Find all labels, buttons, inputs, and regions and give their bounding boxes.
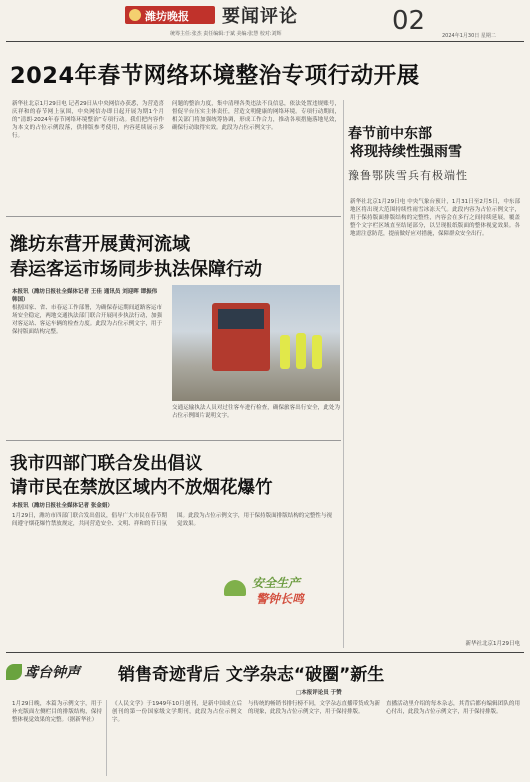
article4-headline-line1: 我市四部门联合发出倡议 (10, 454, 203, 474)
safety-stamp: 安全生产 警钟长鸣 (224, 572, 340, 610)
logo: 潍坊晚报 (125, 6, 215, 24)
article5-column-3: 直播活动里介绍的每本杂志，其背后都有编辑团队的用心付出，此段为占位示例文字，用于保持排版。 (386, 701, 520, 715)
helmet-icon (224, 580, 246, 596)
article2-body: 新华社北京1月29日电 中央气象台预计，1月31日至2月5日，中东部地区将出现大范围持续性雨雪冰冻天气。此段内容为占位示例文字，用于保持版面排版结构的完整性，内容会在多行之间持续延展，覆盖整个文字栏区域直至结尾部分，以呈现报纸版面的整体视觉效果。各地需注意防范，提前做好应对措施，保障群众安全出行。 (350, 199, 520, 237)
page-date: 2024年1月30日 星期二 (442, 33, 496, 39)
masthead (0, 0, 530, 40)
article2-footer: 新华社北京1月29日电 (465, 641, 520, 647)
article2-subhead: 豫鲁鄂陕雪兵有极端性 (348, 169, 468, 182)
article5-column-1: 《人民文学》于1949年10月创刊，是新中国成立后创刊的第一份国家级文学期刊，此段为占位示例文字。 (112, 701, 242, 723)
article1-headline: 2024年春节网络环境整治专项行动开展 (10, 63, 420, 89)
article3-photo (172, 285, 340, 401)
article4-byline: 本报讯（潍坊日报社全媒体记者 张金娟） (12, 503, 113, 509)
editors-line: 统筹主任:张杰 责任编辑:于斌 美编:张慧 校对:刘辉 (170, 31, 282, 37)
article3-caption: 交通运输执法人员对过往客车进行检查，确保旅客出行安全，此处为占位示例图片说明文字。 (172, 405, 340, 419)
article3-byline: 本报讯（潍坊日报社全媒体记者 王佳 通讯员 刘迎晖 谭振伟 韩国） (12, 289, 158, 303)
article3-body: 根据国家、省、市春运工作部署，为确保春运期间道路客运市场安全稳定，两地交通执法部门联合开展同步执法行动，加强对客运站、客运车辆的检查力度。此段为占位示例文字，用于保持版面结构完整。 (12, 305, 162, 335)
article3-headline-line1: 潍坊东营开展黄河流域 (10, 234, 190, 255)
article1-column-1: 新华社北京1月29日电 记者29日从中央网信办获悉，为营造喜庆祥和的春节网上氛围，中央网信办即日起开展为期1个月的“清朗·2024年春节网络环境整治”专项行动。我们把内容作为本文的占位示例段落，供排版参考使用，内容延续展示多行。 (12, 101, 164, 139)
logo-emblem-icon (129, 9, 141, 21)
article3-headline-line2: 春运客运市场同步执法保障行动 (10, 259, 262, 280)
column-logo: 鸢台钟声 (6, 662, 106, 682)
page-number: 02 (392, 6, 426, 36)
article5-byline: □本报评论员 于赞 (296, 690, 342, 696)
article2-headline: 将现持续性强雨雪 (350, 144, 462, 160)
article5-sidebar: 1月29日晚，本篇为示例文字，用于补充版面左侧栏目的排版结构，保持整体视觉效果的完整。（据新华社） (12, 701, 102, 723)
column-leaf-icon (6, 664, 22, 680)
article2 (348, 125, 524, 183)
article4-headline-line2: 请市民在禁放区域内不放烟花爆竹 (10, 478, 273, 498)
article2-kicker: 春节前中东部 (348, 126, 432, 142)
officer-3 (312, 335, 322, 369)
officer-2 (296, 333, 306, 369)
article4-body: 1月29日，潍坊市四部门联合发出倡议，倡导广大市民在春节期间遵守烟花爆竹禁放规定，共同营造安全、文明、祥和的节日氛围。此段为占位示例文字，用于保持版面排版结构的完整性与视觉效果。 (12, 513, 332, 527)
section-title: 要闻评论 (222, 6, 298, 27)
article1-column-2: 问题的整治力度，集中清理各类违法不良信息，依法处置违规账号，督促平台压实主体责任，营造文明健康的网络环境。专项行动期间，相关部门将加强统筹协调，形成工作合力，推动各项措施落地见效，确保行动取得实效。此段为占位示例文字。 (172, 101, 340, 131)
officer-1 (280, 335, 290, 369)
article5-column-2: 与传统的畅销书排行榜不同，文学杂志直播带货成为新的现象，此段为占位示例文字，用于保持排版。 (248, 701, 380, 715)
article5-headline: 销售奇迹背后 文学杂志“破圈”新生 (118, 665, 385, 685)
